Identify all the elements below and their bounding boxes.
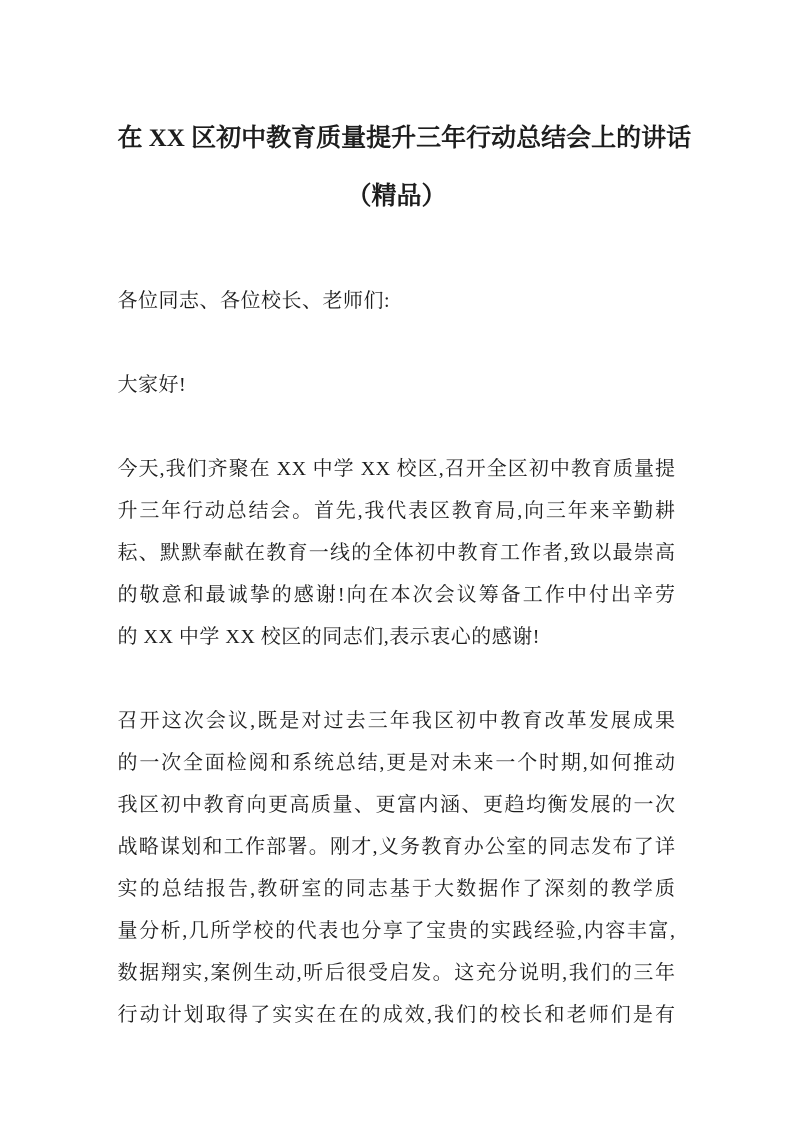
document-title — [117, 110, 692, 226]
text-line: 我区初中教育向更高质量、更富内涵、更趋均衡发展的一次 — [117, 794, 676, 816]
text-line: 各位同志、各位校长、老师们: — [117, 290, 391, 312]
paragraph — [118, 700, 676, 1036]
text-line: 的敬意和最诚挚的感谢!向在本次会议筹备工作中付出辛劳 — [117, 584, 676, 606]
text-line: 战略谋划和工作部署。刚才,义务教育办公室的同志发布了详 — [117, 836, 676, 858]
text-line: 实的总结报告,教研室的同志基于大数据作了深刻的教学质 — [117, 878, 676, 900]
document-body — [118, 280, 676, 1036]
paragraph — [118, 364, 676, 406]
text-line: 召开这次会议,既是对过去三年我区初中教育改革发展成果 — [117, 710, 676, 732]
text-line: 的 XX 中学 XX 校区的同志们,表示衷心的感谢! — [117, 626, 540, 648]
text-line: 升三年行动总结会。首先,我代表区教育局,向三年来辛勤耕 — [117, 500, 676, 522]
document-content — [117, 0, 692, 1036]
text-line: 大家好! — [117, 374, 187, 396]
paragraph — [118, 280, 676, 322]
paragraph — [118, 448, 676, 658]
text-line: 今天,我们齐聚在 XX 中学 XX 校区,召开全区初中教育质量提 — [117, 458, 676, 480]
text-line: 的一次全面检阅和系统总结,更是对未来一个时期,如何推动 — [117, 752, 676, 774]
text-line: 耘、默默奉献在教育一线的全体初中教育工作者,致以最崇高 — [117, 542, 676, 564]
text-line: 量分析,几所学校的代表也分享了宝贵的实践经验,内容丰富, — [117, 920, 676, 942]
text-line: 行动计划取得了实实在在的成效,我们的校长和老师们是有 — [117, 1004, 676, 1026]
title-line-2: （精品） — [346, 183, 447, 210]
title-line-1: 在 XX 区初中教育质量提升三年行动总结会上的讲话 — [117, 125, 692, 152]
text-line: 数据翔实,案例生动,听后很受启发。这充分说明,我们的三年 — [117, 962, 676, 984]
